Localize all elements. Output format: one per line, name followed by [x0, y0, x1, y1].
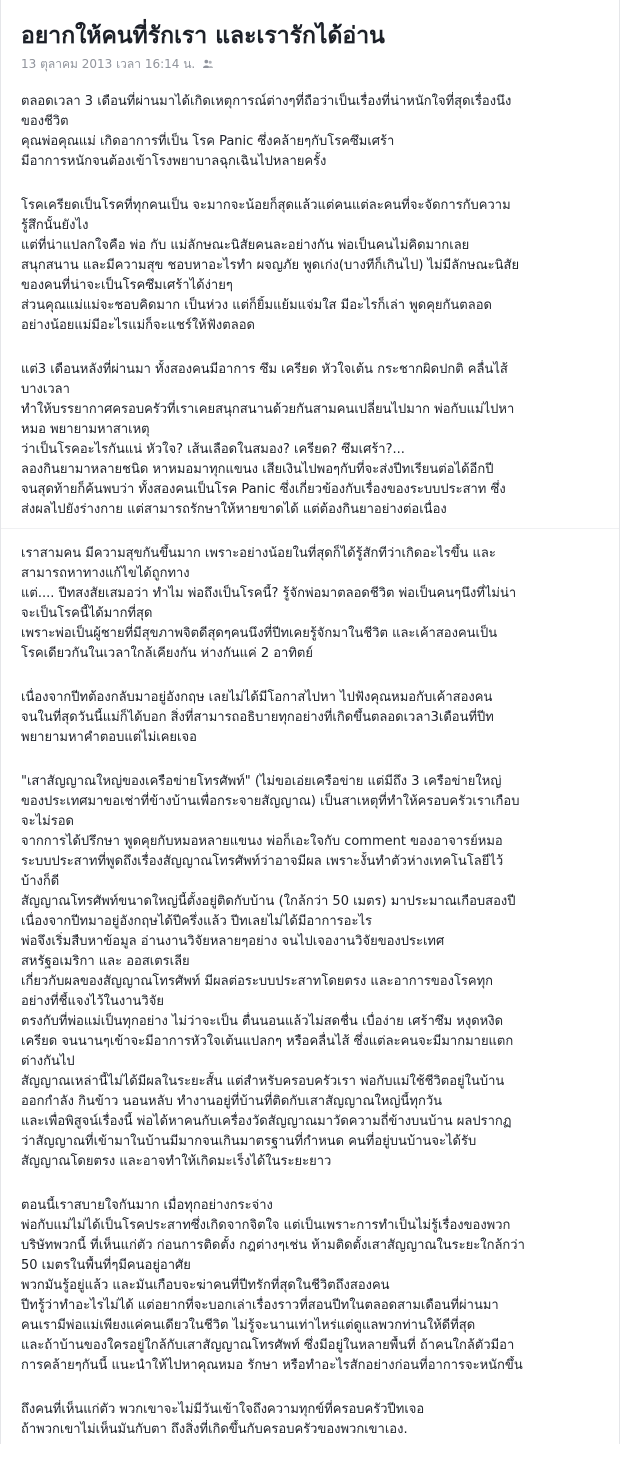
paragraph-line: จะเป็นโรคนี้ได้มากที่สุด: [21, 606, 153, 621]
paragraph-line: โรคเดียวกันในเวลาใกล้เคียงกัน ห่างกันแค่ 2 อาทิตย์: [21, 646, 313, 661]
paragraph-line: เกี่ยวกับผลของสัญญาณโทรศัพท์ มีผลต่อระบบประสาทโดยตรง และอาการของโรคทุก: [21, 974, 494, 989]
paragraph-line: ต่างกันไป: [21, 1054, 75, 1069]
paragraph-line: จากการได้ปรึกษา พูดคุยกับหมอหลายแขนง พ่อก็เอะใจกับ comment ของอาจารย์หมอ: [21, 834, 503, 849]
paragraph-line: โรคเครียดเป็นโรคที่ทุกคนเป็น จะมากจะน้อยก็สุดแล้วแต่คนแต่ละคนที่จะจัดการกับความ: [21, 198, 511, 213]
paragraph-line: ระบบประสาทที่พูดถึงเรื่องสัญญาณโทรศัพท์ว่าอาจมีผล เพราะงั้นทำตัวห่างเทคโนโลยีไว้: [21, 854, 504, 869]
paragraph-line: เนื่องจากปีทต้องกลับมาอยู่อังกฤษ เลยไม่ได้มีโอกาสไปหา ไปฟังคุณหมอกับเค้าสองคน: [21, 690, 493, 705]
paragraph-line: พ่อจึงเริ่มสืบหาข้อมูล อ่านงานวิจัยหลายๆอย่าง จนไปเจองานวิจัยของประเทศ: [21, 934, 445, 949]
paragraph-line: สัญญาณเหล่านี้ไม่ได้มีผลในระยะสั้น แต่สำหรับครอบครัวเรา พ่อกับแม่ใช้ชีวิตอยู่ในบ้าน: [21, 1074, 505, 1089]
note-paragraph: [21, 196, 609, 336]
note-meta: [21, 56, 213, 72]
paragraph-line: บริษัทพวกนี้ ที่เห็นแก่ตัว ก่อนการติดตั้ง กฎต่างๆเช่น ห้ามติดตั้งเสาสัญญาณในระยะใกล้กว่า: [21, 1238, 525, 1253]
paragraph-line: คุณพ่อคุณแม่ เกิดอาการที่เป็น โรค Panic ซึ่งคล้ายๆกับโรคซึมเศร้า: [21, 134, 395, 149]
paragraph-line: แต่ที่น่าแปลกใจคือ พ่อ กับ แม่ลักษณะนิสัยคนละอย่างกัน พ่อเป็นคนไม่คิดมากเลย: [21, 238, 470, 253]
paragraph-line: พ่อกับแม่ไม่ได้เป็นโรคประสาทซึ่งเกิดจากจิตใจ แต่เป็นเพราะการทำเป็นไม่รู้เรื่องของพวก: [21, 1218, 511, 1233]
paragraph-line: อย่างที่ชี้แจงไว้ในงานวิจัย: [21, 994, 164, 1009]
paragraph-line: คนเรามีพ่อแม่เพียงแค่คนเดียวในชีวิต ไม่รู้จะนานเท่าไหร่แต่ดูแลพวกท่านให้ดีที่สุด: [21, 1318, 476, 1333]
paragraph-line: บางเวลา: [21, 382, 70, 397]
paragraph-line: จนสุดท้ายก็ค้นพบว่า ทั้งสองคนเป็นโรค Panic ซึ่งเกี่ยวข้องกับเรื่องของระบบประสาท ซึ่ง: [21, 482, 506, 497]
paragraph-line: ของชีวิต: [21, 114, 69, 129]
paragraph-line: ตอนนี้เราสบายใจกันมาก เมื่อทุกอย่างกระจ่าง: [21, 1198, 273, 1213]
paragraph-line: สหรัฐอเมริกา และ ออสเตรเลีย: [21, 954, 190, 969]
paragraph-line: แต่.... ปีทสงสัยเสมอว่า ทำไม พ่อถึงเป็นโรคนี้? รู้จักพ่อมาตลอดชีวิต พ่อเป็นคนๆนึงที่ไม่น่า: [21, 586, 517, 601]
paragraph-line: จนในที่สุดวันนี้แม่ก็ได้บอก สิ่งที่สามารถอธิบายทุกอย่างที่เกิดขึ้นตลอดเวลา3เดือนที่ปีท: [21, 710, 494, 725]
paragraph-line: ออกกำลัง กินข้าว นอนหลับ ทำงานอยู่ที่บ้านที่ติดกับเสาสัญญาณใหญ่นี้ทุกวัน: [21, 1094, 443, 1109]
paragraph-line: ว่าเป็นโรคอะไรกันแน่ หัวใจ? เส้นเลือดในสมอง? เครียด? ซึมเศร้า?...: [21, 442, 405, 457]
paragraph-line: และถ้าบ้านของใครอยู่ใกล้กับเสาสัญญาณโทรศัพท์ ซึ่งมีอยู่ในหลายพื้นที่ ถ้าคนใกล้ตัวมีอา: [21, 1338, 515, 1353]
note-title: อยากให้คนที่รักเรา และเรารักได้อ่าน: [21, 23, 385, 49]
paragraph-line: ถึงคนที่เห็นแก่ตัว พวกเขาจะไม่มีวันเข้าใจถึงความทุกข์ที่ครอบครัวปีทเจอ: [21, 1402, 425, 1417]
paragraph-line: และเพื่อพิสูจน์เรื่องนี้ พ่อได้หาคนกับเครื่องวัดสัญญาณมาวัดความถี่ข้างบนบ้าน ผลปรากฏ: [21, 1114, 512, 1129]
section-divider: [1, 528, 619, 529]
paragraph-line: เพราะพ่อเป็นผู้ชายที่มีสุขภาพจิตดีสุดๆคนนึงที่ปีทเคยรู้จักมาในชีวิต และเค้าสองคนเป็น: [21, 626, 498, 641]
note-paragraph: [21, 544, 609, 664]
note-timestamp[interactable]: 13 ตุลาคม 2013 เวลา 16:14 น.: [21, 57, 196, 71]
paragraph-line: บ้างก็ดี: [21, 874, 60, 889]
paragraph-line: ของคนที่น่าจะเป็นโรคซึมเศร้าได้ง่ายๆ: [21, 278, 233, 293]
note-paragraph: [21, 1196, 609, 1376]
note-paragraph: [21, 688, 609, 748]
paragraph-line: แต่3 เดือนหลังที่ผ่านมา ทั้งสองคนมีอาการ ซึม เครียด หัวใจเต้น กระชากผิดปกติ คลื่นไส้: [21, 362, 508, 377]
paragraph-line: การคล้ายๆกันนี้ แนะนำให้ไปหาคุณหมอ รักษา หรือทำอะไรสักอย่างก่อนที่อาการจะหนักขึ้น: [21, 1358, 523, 1373]
paragraph-line: สัญญาณโดยตรง และอาจทำให้เกิดมะเร็งได้ในระยะยาว: [21, 1154, 332, 1169]
paragraph-line: หมอ พยายามหาสาเหตุ: [21, 422, 150, 437]
friends-icon[interactable]: [203, 59, 213, 69]
paragraph-line: เราสามคน มีความสุขกันขึ้นมาก เพราะอย่างน้อยในที่สุดก็ได้รู้สักทีว่าเกิดอะไรขึ้น และ: [21, 546, 496, 561]
paragraph-line: มีอาการหนักจนต้องเข้าโรงพยาบาลฉุกเฉินไปหลายครั้ง: [21, 154, 327, 169]
paragraph-line: รู้สึกนั้นยังไง: [21, 218, 89, 233]
paragraph-line: ตรงกับที่พ่อแม่เป็นทุกอย่าง ไม่ว่าจะเป็น ตื่นนอนแล้วไม่สดชื่น เบื่อง่าย เศร้าซึม หงุดหงิด: [21, 1014, 504, 1029]
paragraph-line: ตลอดเวลา 3 เดือนที่ผ่านมาได้เกิดเหตุการณ์ต่างๆที่ถือว่าเป็นเรื่องที่น่าหนักใจที่สุดเรื่องนึง: [21, 94, 512, 109]
paragraph-line: ปีทรู้ว่าทำอะไรไม่ได้ แต่อยากที่จะบอกเล่าเรื่องราวที่สอนปีทในตลอดสามเดือนที่ผ่านมา: [21, 1298, 499, 1313]
paragraph-line: 50 เมตรในพื้นที่ๆมีคนอยู่อาศัย: [21, 1258, 191, 1273]
paragraph-line: เครียด จนนานๆเข้าจะมีอาการหัวใจเต้นแปลกๆ หรือคลื่นไส้ ซึ่งแต่ละคนจะมีมากมายแตก: [21, 1034, 514, 1049]
note-paragraph: [21, 92, 609, 172]
paragraph-line: ถ้าพวกเขาไม่เห็นมันกับตา ถึงสิ่งที่เกิดขึ้นกับครอบครัวของพวกเขาเอง.: [21, 1422, 408, 1437]
paragraph-line: สามารถหาทางแก้ไขได้ถูกทาง: [21, 566, 190, 581]
paragraph-line: สัญญาณโทรศัพท์ขนาดใหญ่นี้ตั้งอยู่ติดกับบ้าน (ใกล้กว่า 50 เมตร) มาประมาณเกือบสองปี: [21, 894, 516, 909]
paragraph-line: อย่างน้อยแม่มีอะไรแม่ก็จะแชร์ให้ฟังตลอด: [21, 318, 255, 333]
note-paragraph: [21, 772, 609, 1172]
note-body: [21, 92, 609, 1464]
paragraph-line: ส่วนคุณแม่แม่จะชอบคิดมาก เป็นห่วง แต่ก็ยิ้มแย้มแจ่มใส มีอะไรก็เล่า พูดคุยกันตลอด: [21, 298, 492, 313]
note-paragraph: [21, 360, 609, 520]
paragraph-line: จะไม่รอด: [21, 814, 74, 829]
paragraph-line: ของประเทศมาขอเช่าที่ข้างบ้านเพื่อกระจายสัญญาณ) เป็นสาเหตุที่ทำให้ครอบครัวเราเกือบ: [21, 794, 520, 809]
paragraph-line: พวกมันรู้อยู่แล้ว และมันเกือบจะฆ่าคนที่ปีทรักที่สุดในชีวิตถึงสองคน: [21, 1278, 390, 1293]
paragraph-line: สนุกสนาน และมีความสุข ชอบหาอะไรทำ ผจญภัย พูดเก่ง(บางทีก็เกินไป) ไม่มีลักษณะนิสัย: [21, 258, 520, 273]
paragraph-line: ทำให้บรรยากาศครอบครัวที่เราเคยสนุกสนานด้วยกันสามคนเปลี่ยนไปมาก พ่อกับแม่ไปหา: [21, 402, 515, 417]
note-paragraph: [21, 1400, 609, 1440]
paragraph-line: เนื่องจากปีทมาอยู่อังกฤษได้ปีครึ่งแล้ว ปีทเลยไม่ได้มีอาการอะไร: [21, 914, 372, 929]
paragraph-line: "เสาสัญญาณใหญ่ของเครือข่ายโทรศัพท์" (ไม่ขอเอ่ยเครือข่าย แต่มีถึง 3 เครือข่ายใหญ่: [21, 774, 502, 789]
paragraph-line: ส่งผลไปยังร่างกาย แต่สามารถรักษาให้หายขาดได้ แต่ต้องกินยาอย่างต่อเนื่อง: [21, 502, 447, 517]
paragraph-line: ว่าสัญญาณที่เข้ามาในบ้านมีมากจนเกินมาตรฐานที่กำหนด คนที่อยู่บนบ้านจะได้รับ: [21, 1134, 477, 1149]
paragraph-line: ลองกินยามาหลายชนิด หาหมอมาทุกแขนง เสียเงินไปพอๆกับที่จะส่งปีทเรียนต่อได้อีกปี: [21, 462, 494, 477]
paragraph-line: พยายามหาคำตอบแต่ไม่เคยเจอ: [21, 730, 197, 745]
